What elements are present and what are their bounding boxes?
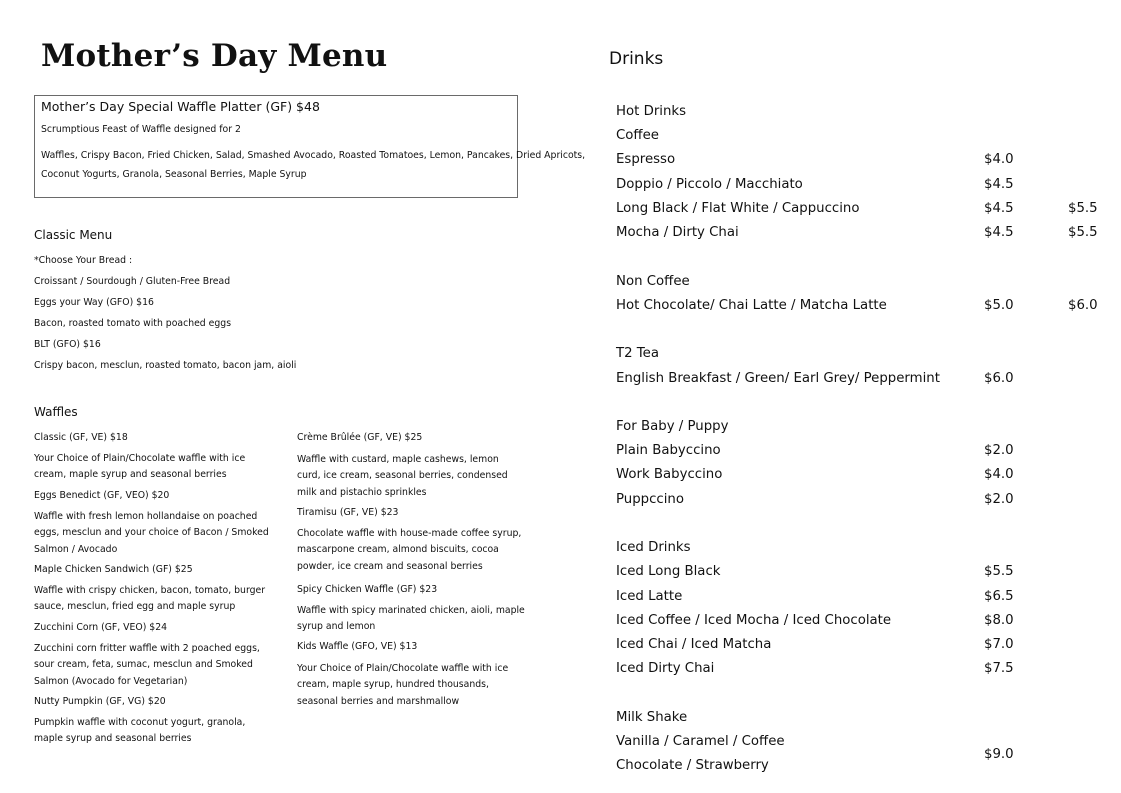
drink-row: Iced Latte $6.5 (616, 589, 1014, 604)
drink-row: Hot Chocolate/ Chai Latte / Matcha Latte $5.0 $6.0 (616, 298, 1098, 313)
waffle-item-desc: Pumpkin waffle with coconut yogurt, granola, maple syrup and seasonal berries (34, 717, 246, 745)
special-title: Mother’s Day Special Waffle Platter (GF) $48 (41, 99, 320, 114)
price-regular: $4.0 (984, 152, 1014, 167)
price-large: $6.0 (1068, 298, 1098, 313)
waffle-item-name: Classic (GF, VE) $18 (34, 432, 128, 443)
price-regular: $7.0 (984, 637, 1014, 652)
classic-line: Eggs your Way (GFO) $16 (34, 297, 154, 308)
classic-line: Croissant / Sourdough / Gluten-Free Bread (34, 276, 231, 287)
waffle-item-desc: Waffle with spicy marinated chicken, aioli, maple syrup and lemon (297, 605, 525, 633)
milkshake-price: $9.0 (984, 747, 1014, 762)
drink-row: Plain Babyccino $2.0 (616, 443, 1014, 458)
drink-row: Mocha / Dirty Chai $4.5 $5.5 (616, 225, 1098, 240)
drinks-subheading: Non Coffee (616, 274, 690, 289)
classic-line: BLT (GFO) $16 (34, 339, 101, 350)
price-regular: $4.5 (984, 177, 1014, 192)
drink-row: Iced Dirty Chai $7.5 (616, 661, 1014, 676)
waffle-item-desc: Waffle with fresh lemon hollandaise on poached eggs, mesclun and your choice of Bacon / Smoked Salmon / Avocado (34, 511, 269, 555)
drink-row: English Breakfast / Green/ Earl Grey/ Peppermint $6.0 (616, 371, 1014, 386)
drink-row: Iced Long Black $5.5 (616, 564, 1014, 579)
drinks-section-heading: Hot Drinks (616, 104, 687, 119)
price-regular: $4.0 (984, 467, 1014, 482)
classic-menu-heading: Classic Menu (34, 228, 113, 242)
waffle-item-desc: Chocolate waffle with house-made coffee syrup, mascarpone cream, almond biscuits, cocoa powder, ice cream and seasonal berries (297, 528, 522, 572)
drink-row: Iced Coffee / Iced Mocha / Iced Chocolate $8.0 (616, 613, 1014, 628)
price-regular: $8.0 (984, 613, 1014, 628)
waffle-item-desc: Your Choice of Plain/Chocolate waffle with ice cream, maple syrup, hundred thousands, seasonal berries and marshmallow (297, 663, 509, 707)
drink-row: Doppio / Piccolo / Macchiato $4.5 (616, 177, 1014, 192)
waffle-item-name: Kids Waffle (GFO, VE) $13 (297, 641, 418, 652)
drinks-title: Drinks (609, 49, 664, 69)
drinks-subheading: Coffee (616, 128, 659, 143)
special-ingredients-line: Coconut Yogurts, Granola, Seasonal Berries, Maple Syrup (41, 169, 307, 180)
classic-line: Crispy bacon, mesclun, roasted tomato, bacon jam, aioli (34, 360, 297, 371)
drink-row: Work Babyccino $4.0 (616, 467, 1014, 482)
drinks-section-heading: Milk Shake (616, 710, 688, 725)
waffle-item-name: Maple Chicken Sandwich (GF) $25 (34, 564, 193, 575)
classic-line: *Choose Your Bread : (34, 255, 133, 266)
waffle-item-desc: Waffle with crispy chicken, bacon, tomato, burger sauce, mesclun, fried egg and maple syrup (34, 585, 266, 613)
price-regular: $7.5 (984, 661, 1014, 676)
price-large: $5.5 (1068, 201, 1098, 216)
special-subtitle: Scrumptious Feast of Waffle designed for 2 (41, 124, 241, 135)
drink-row: Chocolate / Strawberry (616, 758, 769, 773)
waffle-item-desc: Your Choice of Plain/Chocolate waffle with ice cream, maple syrup and seasonal berries (34, 453, 246, 481)
drink-row: Puppccino $2.0 (616, 492, 1014, 507)
waffle-item-name: Zucchini Corn (GF, VEO) $24 (34, 622, 168, 633)
price-regular: $4.5 (984, 225, 1014, 240)
price-regular: $6.0 (984, 371, 1014, 386)
drink-row: Espresso $4.0 (616, 152, 1014, 167)
drink-row: Long Black / Flat White / Cappuccino $4.5 $5.5 (616, 201, 1098, 216)
price-regular: $2.0 (984, 492, 1014, 507)
waffle-item-name: Nutty Pumpkin (GF, VG) $20 (34, 696, 166, 707)
price-regular: $6.5 (984, 589, 1014, 604)
price-large: $5.5 (1068, 225, 1098, 240)
waffle-item-name: Eggs Benedict (GF, VEO) $20 (34, 490, 170, 501)
price-regular: $4.5 (984, 201, 1014, 216)
waffle-item-name: Spicy Chicken Waffle (GF) $23 (297, 584, 438, 595)
price-regular: $5.0 (984, 298, 1014, 313)
page-title: Mother’s Day Menu (41, 38, 388, 74)
drink-row: Iced Chai / Iced Matcha $7.0 (616, 637, 1014, 652)
waffle-item-desc: Waffle with custard, maple cashews, lemon curd, ice cream, seasonal berries, condensed milk and pistachio sprinkles (297, 454, 508, 498)
drinks-subheading: T2 Tea (616, 346, 660, 361)
waffle-item-name: Crème Brûlée (GF, VE) $25 (297, 432, 423, 443)
classic-line: Bacon, roasted tomato with poached eggs (34, 318, 232, 329)
drink-row: Vanilla / Caramel / Coffee (616, 734, 785, 749)
waffles-heading: Waffles (34, 405, 78, 419)
drinks-section-heading: For Baby / Puppy (616, 419, 729, 434)
price-regular: $2.0 (984, 443, 1014, 458)
price-regular: $5.5 (984, 564, 1014, 579)
drinks-section-heading: Iced Drinks (616, 540, 691, 555)
special-ingredients-line: Waffles, Crispy Bacon, Fried Chicken, Salad, Smashed Avocado, Roasted Tomatoes, Lemon, Pancakes, Dried Apricots, (41, 150, 586, 161)
waffle-item-name: Tiramisu (GF, VE) $23 (297, 507, 399, 518)
waffle-item-desc: Zucchini corn fritter waffle with 2 poached eggs, sour cream, feta, sumac, mesclun and Smoked Salmon (Avocado for Vegetarian) (34, 643, 260, 687)
